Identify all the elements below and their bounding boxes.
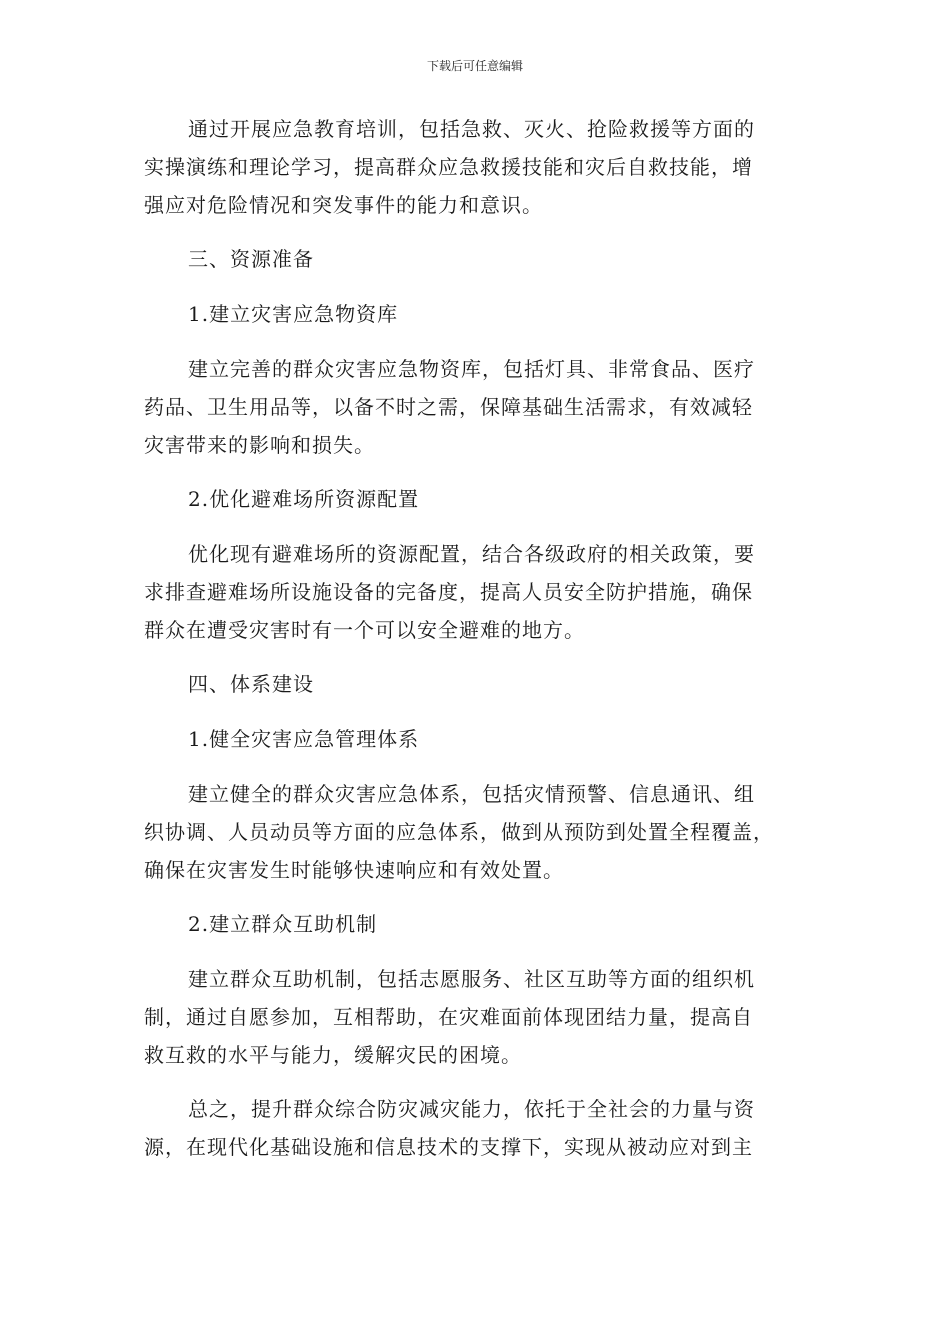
text-line: 源，在现代化基础设施和信息技术的支撑下，实现从被动应对到主 (144, 1135, 753, 1159)
text-line: 群众在遭受灾害时有一个可以安全避难的地方。 (144, 618, 585, 642)
text-line: 制，通过自愿参加，互相帮助，在灾难面前体现团结力量，提高自 (144, 1005, 753, 1029)
text-line: 实操演练和理论学习，提高群众应急救援技能和灾后自救技能，增 (144, 155, 753, 179)
text-line: 织协调、人员动员等方面的应急体系，做到从预防到处置全程覆盖， (144, 820, 774, 844)
paragraph-management-system (144, 775, 804, 889)
section-heading-system: 四、体系建设 (188, 672, 314, 696)
subheading-material-depot: 1.建立灾害应急物资库 (188, 302, 399, 326)
text-line: 强应对危险情况和突发事件的能力和意识。 (144, 193, 543, 217)
section-heading-resources: 三、资源准备 (188, 247, 314, 271)
text-line: 总之，提升群众综合防灾减灾能力，依托于全社会的力量与资 (188, 1097, 755, 1121)
subheading-management-system: 1.健全灾害应急管理体系 (188, 727, 420, 751)
paragraph-material-depot (144, 350, 804, 464)
text-line: 建立完善的群众灾害应急物资库，包括灯具、非常食品、医疗 (188, 357, 755, 381)
paragraph-shelter-allocation (144, 535, 804, 649)
text-line: 确保在灾害发生时能够快速响应和有效处置。 (144, 858, 564, 882)
page-header: 下载后可任意编辑 (426, 59, 523, 73)
text-line: 通过开展应急教育培训，包括急救、灭火、抢险救援等方面的 (188, 117, 755, 141)
text-line: 求排查避难场所设施设备的完备度，提高人员安全防护措施，确保 (144, 580, 753, 604)
text-line: 建立群众互助机制，包括志愿服务、社区互助等方面的组织机 (188, 967, 755, 991)
text-line: 救互救的水平与能力，缓解灾民的困境。 (144, 1043, 522, 1067)
paragraph-education (144, 110, 804, 224)
text-line: 灾害带来的影响和损失。 (144, 433, 375, 457)
paragraph-conclusion (144, 1090, 804, 1166)
subheading-mutual-aid: 2.建立群众互助机制 (188, 912, 378, 936)
paragraph-mutual-aid (144, 960, 804, 1074)
text-line: 建立健全的群众灾害应急体系，包括灾情预警、信息通讯、组 (188, 782, 755, 806)
subheading-shelter-allocation: 2.优化避难场所资源配置 (188, 487, 420, 511)
text-line: 药品、卫生用品等，以备不时之需，保障基础生活需求，有效减轻 (144, 395, 753, 419)
text-line: 优化现有避难场所的资源配置，结合各级政府的相关政策，要 (188, 542, 755, 566)
